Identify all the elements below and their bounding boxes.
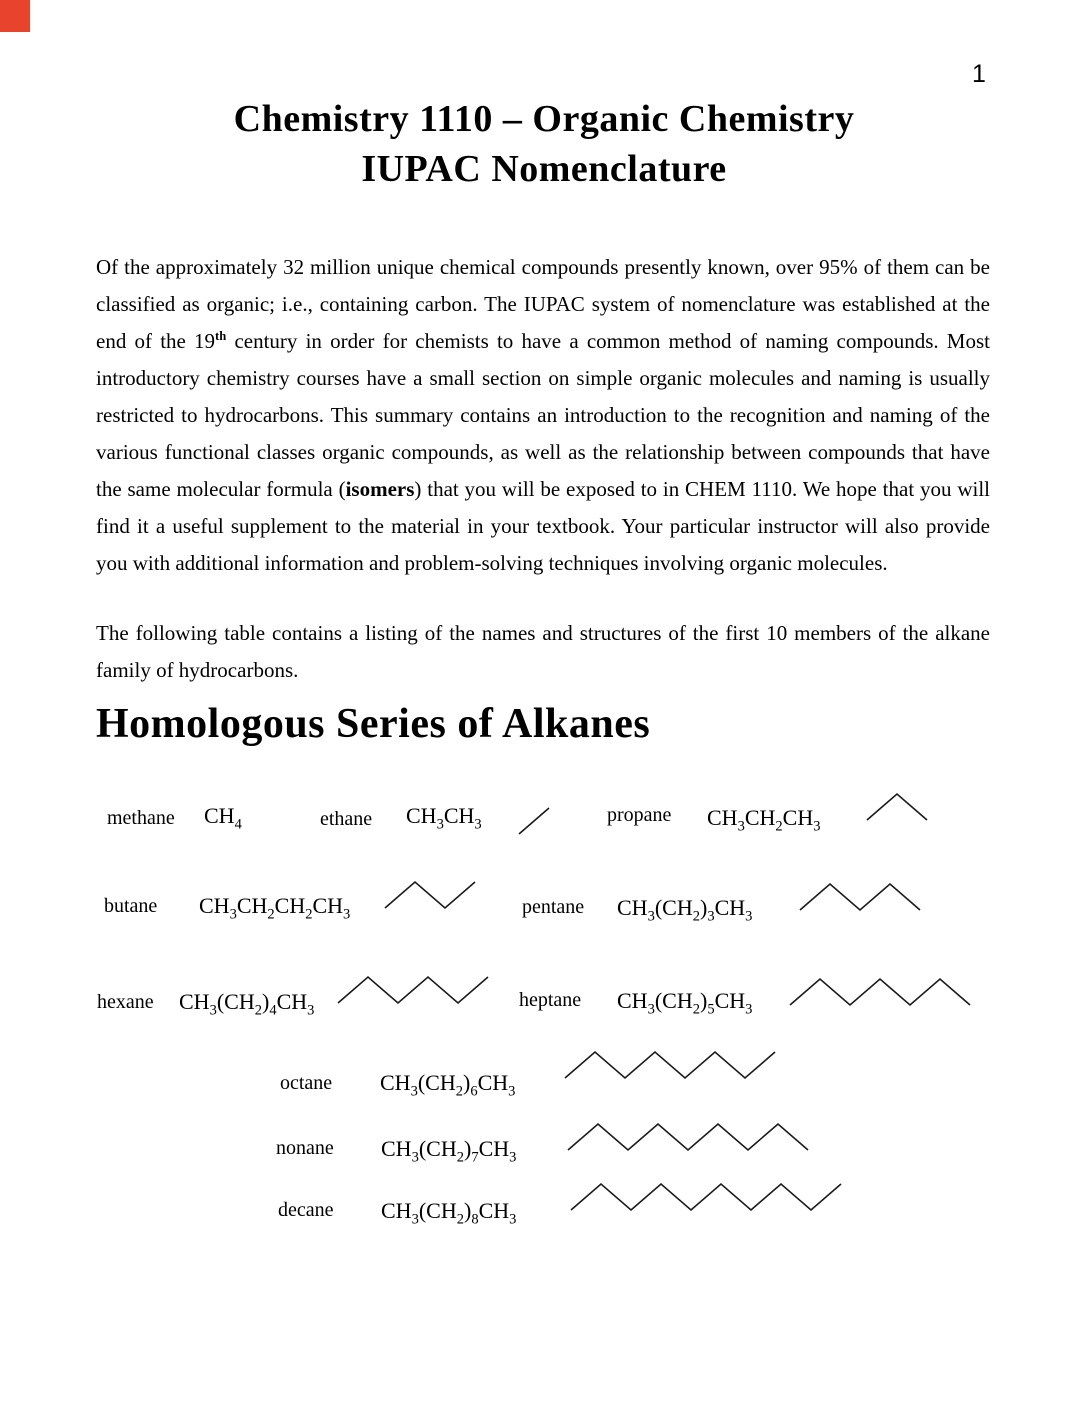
alkane-formula-pentane: $CH_3(CH_2)_3CH_3$ xyxy=(617,895,753,925)
intro-paragraph: Of the approximately 32 million unique chemical compounds presently known, over 95% of them can be classified as organic; i.e., containing carbon. The IUPAC system of nomenclature was established at the end of the 19th century in order for chemists to have a common method of naming compounds. Most introductory chemistry courses have a small section on simple organic molecules and naming is usually restricted to hydrocarbons. This summary contains an introduction to the recognition and naming of the various functional classes organic compounds, as well as the relationship between compounds that have the same molecular formula (isomers) that you will be exposed to in CHEM 1110. We hope that you will find it a useful supplement to the material in your textbook. Your particular instructor will also provide you with additional information and problem-solving techniques involving organic molecules. xyxy=(96,255,990,575)
alkane-skeletal-structure-propane xyxy=(865,792,929,822)
section-heading: Homologous Series of Alkanes xyxy=(96,701,651,747)
alkane-name-propane: propane xyxy=(607,804,672,826)
alkane-formula-propane: $CH_3CH_2CH_3$ xyxy=(707,805,821,835)
alkane-skeletal-structure-nonane xyxy=(566,1122,810,1152)
table-note-paragraph: The following table contains a listing of the names and structures of the first 10 members of the alkane family of hydrocarbons. xyxy=(96,621,990,682)
alkane-name-octane: octane xyxy=(280,1072,333,1094)
alkane-skeletal-structure-butane xyxy=(383,880,477,910)
alkane-name-hexane: hexane xyxy=(97,991,154,1013)
alkane-skeletal-structure-ethane xyxy=(517,806,551,836)
alkane-name-nonane: nonane xyxy=(276,1137,334,1159)
alkane-skeletal-structure-heptane xyxy=(788,977,972,1007)
alkane-formula-hexane: $CH_3(CH_2)_4CH_3$ xyxy=(179,989,315,1019)
alkane-name-ethane: ethane xyxy=(320,808,373,830)
alkane-name-heptane: heptane xyxy=(519,989,582,1011)
alkane-name-methane: methane xyxy=(107,807,175,829)
document-title xyxy=(0,94,1088,194)
page-number: 1 xyxy=(972,60,986,88)
corner-marker xyxy=(0,0,30,32)
alkane-name-pentane: pentane xyxy=(522,896,585,918)
alkane-name-decane: decane xyxy=(278,1199,334,1221)
alkane-formula-butane: $CH_3CH_2CH_2CH_3$ xyxy=(199,893,351,923)
alkane-formula-nonane: $CH_3(CH_2)_7CH_3$ xyxy=(381,1136,517,1166)
alkane-formula-methane: $CH_4$ xyxy=(204,803,242,833)
alkane-formula-octane: $CH_3(CH_2)_6CH_3$ xyxy=(380,1070,516,1100)
alkane-name-butane: butane xyxy=(104,895,158,917)
alkane-skeletal-structure-pentane xyxy=(798,882,922,912)
alkane-formula-ethane: $CH_3CH_3$ xyxy=(406,803,482,833)
alkane-formula-heptane: $CH_3(CH_2)_5CH_3$ xyxy=(617,988,753,1018)
alkane-skeletal-structure-decane xyxy=(569,1182,843,1212)
title-line-2: IUPAC Nomenclature xyxy=(361,148,727,190)
alkane-formula-decane: $CH_3(CH_2)_8CH_3$ xyxy=(381,1198,517,1228)
title-line-1: Chemistry 1110 – Organic Chemistry xyxy=(233,98,855,140)
alkane-skeletal-structure-octane xyxy=(563,1050,777,1080)
alkane-skeletal-structure-hexane xyxy=(336,975,490,1005)
